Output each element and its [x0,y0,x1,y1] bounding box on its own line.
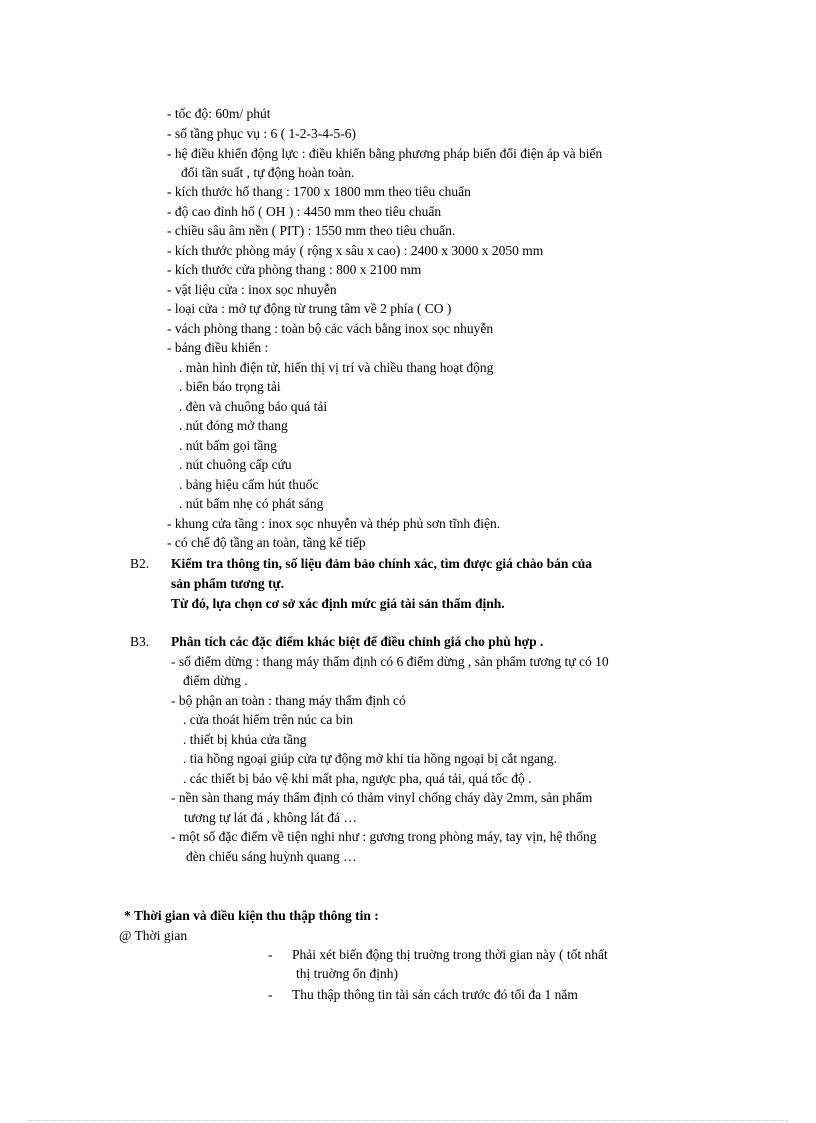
spec-safety-mode: - có chế độ tầng an toàn, tầng kế tiếp [167,535,366,550]
b3-label: B3. [130,634,150,649]
safety-item: . các thiết bị bảo vệ khi mất pha, ngược pha, quá tải, quá tốc độ . [183,771,532,786]
b3-stops-cont: điểm dừng . [183,673,248,688]
b2-text-cont: sản phẩm tương tự. [171,576,284,591]
panel-item: . nút đóng mở thang [179,418,288,433]
b3-floor: - nền sàn thang máy thẩm định có thảm vinyl chống cháy dày 2mm, sản phẩm [171,790,593,805]
panel-item: . nút bấm gọi tầng [179,438,277,453]
timing-item: Phải xét biến động thị truờng trong thời gian này ( tốt nhất [292,947,608,962]
spec-power-control-cont: đổi tần suất , tự động hoàn toàn. [181,165,355,180]
panel-item: . màn hình điện tử, hiển thị vị trí và chiều thang hoạt động [179,360,494,375]
timing-subheading: @ Thời gian [119,928,188,943]
spec-power-control: - hệ điều khiển động lực : điều khiển bằng phương pháp biến đổi điện áp và biến [167,146,603,161]
timing-item: Thu thập thông tin tài sản cách trước đó tối đa 1 năm [292,987,578,1002]
safety-item: . cửa thoát hiểm trên núc ca bin [183,712,354,727]
spec-cabin-walls: - vách phòng thang : toàn bộ các vách bằng inox sọc nhuyễn [167,321,494,336]
timing-item-dash: - [268,947,273,962]
spec-overhead: - độ cao đỉnh hố ( OH ) : 4450 mm theo tiêu chuẩn [167,204,442,219]
spec-door-size: - kích thước cửa phòng thang : 800 x 2100 mm [167,262,422,277]
spec-machine-room: - kích thước phòng máy ( rộng x sâu x cao) : 2400 x 3000 x 2050 mm [167,243,544,258]
spec-door-material: - vật liệu cửa : inox sọc nhuyễn [167,282,337,297]
panel-item: . nút bấm nhẹ có phát sáng [179,496,324,511]
panel-item: . nút chuông cấp cứu [179,457,292,472]
timing-item-dash: - [268,987,273,1002]
spec-pit-depth: - chiều sâu âm nền ( PIT) : 1550 mm theo tiêu chuẩn. [167,223,456,238]
b2-text: Kiểm tra thông tin, số liệu đảm bảo chính xác, tìm được giá chào bán của [171,556,592,571]
timing-heading: * Thời gian và điều kiện thu thập thông tin : [124,908,379,923]
b3-floor-cont: tương tự lát đá , không lát đá … [184,810,357,825]
panel-item: . biển báo trọng tải [179,379,281,394]
spec-shaft-size: - kích thước hố thang : 1700 x 1800 mm theo tiêu chuẩn [167,184,471,199]
b3-comfort: - một số đặc điểm về tiện nghi như : gương trong phòng máy, tay vịn, hệ thống [171,829,597,844]
spec-door-type: - loại cửa : mở tự động từ trung tâm về 2 phía ( CO ) [167,301,452,316]
b3-safety-heading: - bộ phận an toàn : thang máy thẩm định có [171,693,406,708]
spec-speed: - tốc độ: 60m/ phút [167,106,271,121]
spec-floors-served: - số tầng phục vụ : 6 ( 1-2-3-4-5-6) [167,126,356,141]
b2-label: B2. [130,556,150,571]
b3-heading: Phân tích các đặc điểm khác biệt để điều chỉnh giá cho phù hợp . [171,634,544,649]
b2-conclusion: Từ đó, lựa chọn cơ sở xác định mức giá tài sản thẩm định. [171,596,505,611]
spec-panel-heading: - bảng điều khiển : [167,340,269,355]
safety-item: . thiết bị khúa cửa tầng [183,732,307,747]
safety-item: . tia hồng ngoại giúp cửa tự động mở khi tia hồng ngoại bị cắt ngang. [183,751,557,766]
timing-item-cont: thị truờng ổn định) [296,966,399,981]
spec-landing-frame: - khung cửa tầng : inox sọc nhuyễn và thép phủ sơn tĩnh điện. [167,516,501,531]
b3-stops: - số điểm dừng : thang máy thẩm định có 6 điểm dừng , sản phẩm tương tự có 10 [171,654,609,669]
b3-comfort-cont: đèn chiếu sáng huỳnh quang … [186,849,357,864]
panel-item: . đèn và chuông báo quá tải [179,399,328,414]
panel-item: . bảng hiệu cấm hút thuốc [179,477,319,492]
page-bottom-rule [28,1120,788,1121]
